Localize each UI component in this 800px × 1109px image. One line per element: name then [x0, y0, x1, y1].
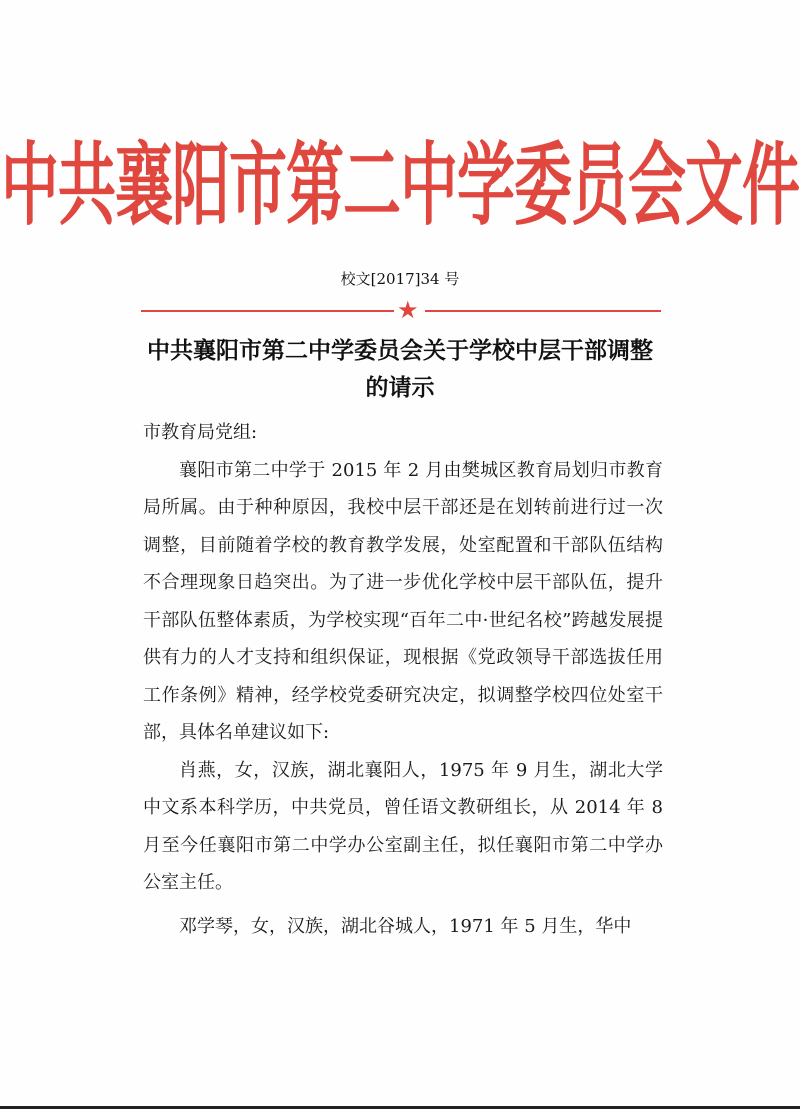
body-paragraph: 肖燕，女，汉族，湖北襄阳人，1975 年 9 月生，湖北大学中文系本科学历，中共党员，曾任语文教研组长，从 2014 年 8 月至今任襄阳市第二中学办公室副主任，拟任襄阳市第二中学办公室主任。: [143, 759, 663, 893]
divider-line-right: [425, 310, 661, 312]
document-title-line-2: 的请示: [365, 375, 435, 401]
document-header-title: 中共襄阳市第二中学委员会文件: [0, 132, 799, 238]
red-divider: [141, 296, 661, 324]
star-icon: ★: [397, 296, 419, 324]
document-body: [143, 414, 663, 945]
salutation: 市教育局党组:: [143, 422, 258, 443]
body-paragraph: 邓学琴，女，汉族，湖北谷城人，1971 年 5 月生，华中: [179, 915, 632, 937]
body-paragraph: 襄阳市第二中学于 2015 年 2 月由樊城区教育局划归市教育局所属。由于种种原因，我校中层干部还是在划转前进行过一次调整，目前随着学校的教育教学发展，处室配置和干部队伍结构不合理现象日趋突出。为了进一步优化学校中层干部队伍，提升干部队伍整体素质，为学校实现“百年二中·世纪名校”跨越发展提供有力的人才支持和组织保证，现根据《党政领导干部选拔任用工作条例》精神，经学校党委研究决定，拟调整学校四位处室干部，具体名单建议如下:: [143, 459, 663, 743]
document-title: [0, 333, 800, 407]
document-title-line-1: 中共襄阳市第二中学委员会关于学校中层干部调整: [147, 338, 653, 364]
divider-line-left: [141, 310, 394, 312]
document-number: 校文[2017]34 号: [340, 270, 460, 288]
